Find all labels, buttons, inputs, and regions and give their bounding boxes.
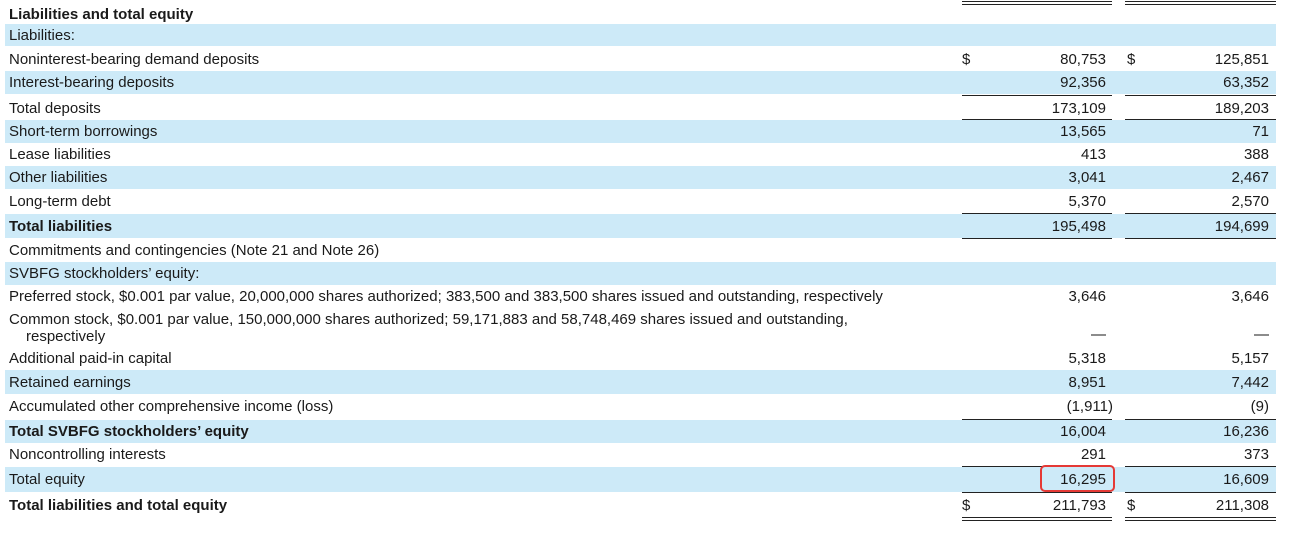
row-label: Other liabilities [9, 169, 108, 186]
grand-total-rule [962, 517, 1112, 518]
row-label: Total liabilities [9, 217, 113, 235]
value-2021: 2,467 [1231, 169, 1269, 186]
value-2022: 3,646 [1068, 288, 1106, 305]
row-label: Total SVBFG stockholders’ equity [9, 423, 249, 440]
table-row [5, 308, 1276, 347]
row-label: SVBFG stockholders’ equity: [9, 265, 200, 282]
row-label: Accumulated other comprehensive income (loss) [9, 398, 334, 415]
value-2021: 16,236 [1223, 423, 1269, 440]
row-label: Noninterest-bearing demand deposits [9, 50, 260, 68]
value-2021: 189,203 [1214, 99, 1269, 117]
value-2022: 291 [1080, 446, 1106, 463]
row-label: Long-term debt [9, 192, 111, 210]
value-2022: 195,498 [1051, 217, 1106, 235]
table-row [5, 262, 1276, 285]
table-row [5, 120, 1276, 143]
value-2021: 373 [1243, 446, 1269, 463]
table-row [5, 370, 1276, 394]
grand-total-rule [1125, 517, 1276, 518]
row-label: Lease liabilities [9, 146, 111, 163]
row-label: Total liabilities and total equity [9, 496, 228, 514]
value-2021: 388 [1243, 146, 1269, 163]
table-row [5, 420, 1276, 443]
row-label: Retained earnings [9, 373, 131, 391]
value-2021: 194,699 [1214, 217, 1269, 235]
subtotal-rule [962, 119, 1112, 120]
value-2022: 173,109 [1051, 99, 1106, 117]
value-2021: (9) [1250, 398, 1269, 415]
currency-symbol: $ [1127, 50, 1136, 68]
section-title: Liabilities and total equity [9, 5, 194, 23]
row-label: Additional paid-in capital [9, 350, 172, 367]
table-row [5, 71, 1276, 94]
table-row [5, 443, 1276, 466]
table-row [5, 47, 1276, 71]
value-2022: 80,753 [1060, 50, 1106, 68]
value-2022: 16,295 [1060, 471, 1106, 488]
row-label: Commitments and contingencies (Note 21 and Note 26) [9, 242, 380, 259]
table-row [5, 166, 1276, 189]
currency-symbol: $ [962, 496, 971, 514]
row-label-line1: Common stock, $0.001 par value, 150,000,000 shares authorized; 59,171,883 and 58,748,469 shares issued and outstanding, [9, 311, 848, 328]
table-row [5, 394, 1276, 419]
table-row [5, 214, 1276, 238]
value-2021: 2,570 [1231, 192, 1269, 210]
value-2021: 7,442 [1231, 373, 1269, 391]
value-2022: 13,565 [1060, 123, 1106, 140]
value-2022: 211,793 [1052, 496, 1106, 514]
value-2021: 71 [1252, 123, 1269, 140]
value-2022: 413 [1080, 146, 1106, 163]
value-2021: 211,308 [1215, 496, 1269, 514]
table-row [5, 285, 1276, 308]
value-2022: 8,951 [1068, 373, 1106, 391]
value-2022: (1,911) [1066, 398, 1113, 415]
table-row [5, 189, 1276, 213]
row-label: Preferred stock, $0.001 par value, 20,000,000 shares authorized; 383,500 and 383,500 shares issued and outstanding, respectively [9, 288, 883, 305]
table-row [5, 347, 1276, 370]
value-2021: 16,609 [1223, 471, 1269, 488]
header-rule-col1 [962, 1, 1112, 2]
value-2022: 5,370 [1068, 192, 1106, 210]
value-2022: — [1091, 326, 1106, 343]
value-2022: 16,004 [1060, 423, 1106, 440]
highlight-box [1040, 465, 1115, 492]
header-rule-col2 [1125, 1, 1276, 2]
section-title-row [5, 4, 1276, 24]
currency-symbol: $ [1127, 496, 1136, 514]
row-label-line2: respectively [26, 328, 106, 345]
value-2021: 3,646 [1231, 288, 1269, 305]
row-label: Short-term borrowings [9, 123, 158, 140]
row-label [9, 311, 848, 345]
row-label: Interest-bearing deposits [9, 74, 175, 91]
table-row [5, 239, 1276, 262]
table-row [5, 143, 1276, 166]
value-2021: 125,851 [1214, 50, 1269, 68]
value-2022: 92,356 [1060, 74, 1106, 91]
row-label: Total deposits [9, 99, 101, 117]
row-label: Total equity [9, 471, 85, 488]
subtotal-rule [1125, 119, 1276, 120]
grand-total-rule-b [962, 520, 1112, 521]
table-row [5, 96, 1276, 120]
value-2021: — [1254, 326, 1269, 343]
value-2022: 5,318 [1068, 350, 1106, 367]
table-row [5, 493, 1276, 517]
row-label: Liabilities: [9, 26, 75, 44]
row-label: Noncontrolling interests [9, 446, 166, 463]
grand-total-rule-b [1125, 520, 1276, 521]
table-row [5, 24, 1276, 46]
value-2021: 5,157 [1231, 350, 1269, 367]
currency-symbol: $ [962, 50, 971, 68]
value-2021: 63,352 [1223, 74, 1269, 91]
value-2022: 3,041 [1068, 169, 1106, 186]
